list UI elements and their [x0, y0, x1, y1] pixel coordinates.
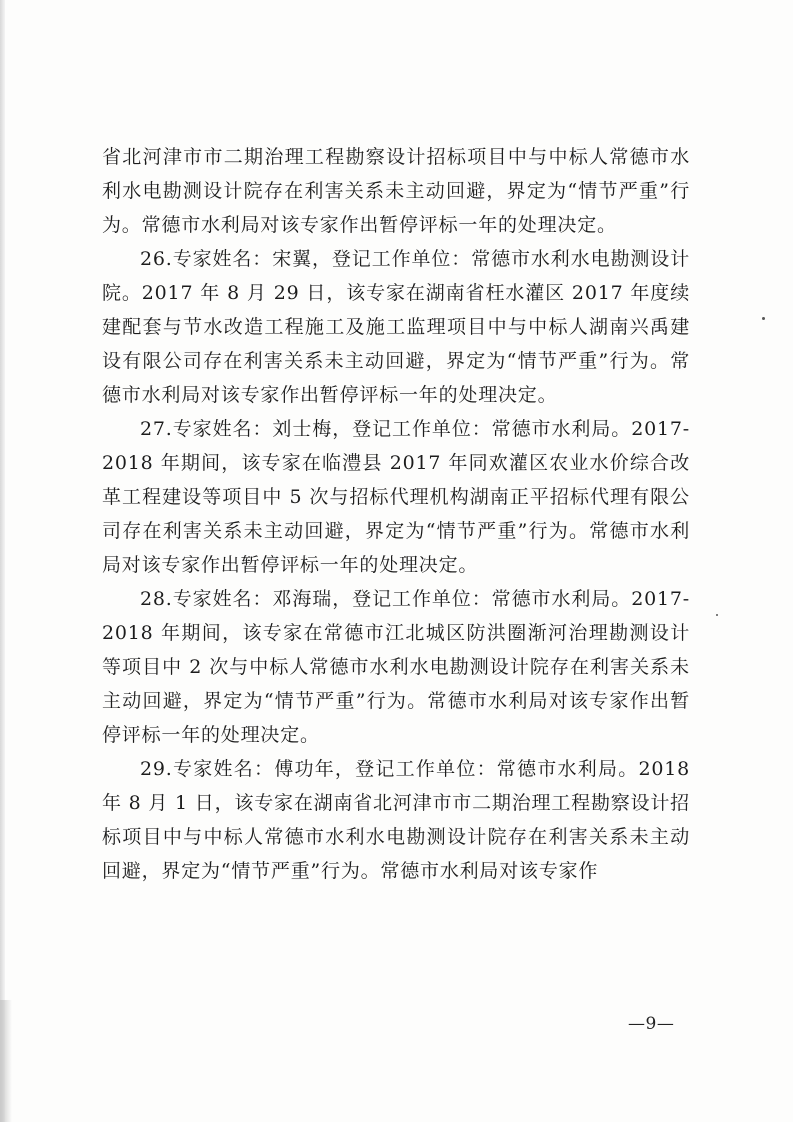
document-body [102, 140, 690, 888]
paragraph-item-26: 26.专家姓名：宋翼，登记工作单位：常德市水利水电勘测设计院。2017 年 8 月 29 日，该专家在湖南省枉水灌区 2017 年度续建配套与节水改造工程施工及施工监理项目中与中标人湖南兴禹建设有限公司存在利害关系未主动回避，界定为“情节严重”行为。常德市水利局对该专家作出暂停评标一年的处理决定。 [102, 248, 690, 406]
scan-left-edge [0, 0, 5, 1122]
paragraph-continuation: 省北河津市市二期治理工程勘察设计招标项目中与中标人常德市水利水电勘测设计院存在利害关系未主动回避，界定为“情节严重”行为。常德市水利局对该专家作出暂停评标一年的处理决定。 [102, 146, 690, 236]
page-number: —9— [628, 1014, 675, 1034]
scan-shadow [0, 1000, 12, 1122]
paragraph-item-27: 27.专家姓名：刘士梅，登记工作单位：常德市水利局。2017-2018 年期间，该专家在临澧县 2017 年同欢灌区农业水价综合改革工程建设等项目中 5 次与招标代理机构湖南正平招标代理有限公司存在利害关系未主动回避，界定为“情节严重”行为。常德市水利局对该专家作出暂停评标一年的处理决定。 [102, 418, 690, 576]
paragraph-item-28: 28.专家姓名：邓海瑞，登记工作单位：常德市水利局。2017-2018 年期间，该专家在常德市江北城区防洪圈渐河治理勘测设计等项目中 2 次与中标人常德市水利水电勘测设计院存在利害关系未主动回避，界定为“情节严重”行为。常德市水利局对该专家作出暂停评标一年的处理决定。 [102, 588, 690, 746]
scan-speck [716, 614, 718, 616]
scan-speck [762, 317, 765, 320]
paragraph-item-29: 29.专家姓名：傅功年，登记工作单位：常德市水利局。2018 年 8 月 1 日，该专家在湖南省北河津市市二期治理工程勘察设计招标项目中与中标人常德市水利水电勘测设计院存在利害关系未主动回避，界定为“情节严重”行为。常德市水利局对该专家作 [102, 758, 690, 882]
